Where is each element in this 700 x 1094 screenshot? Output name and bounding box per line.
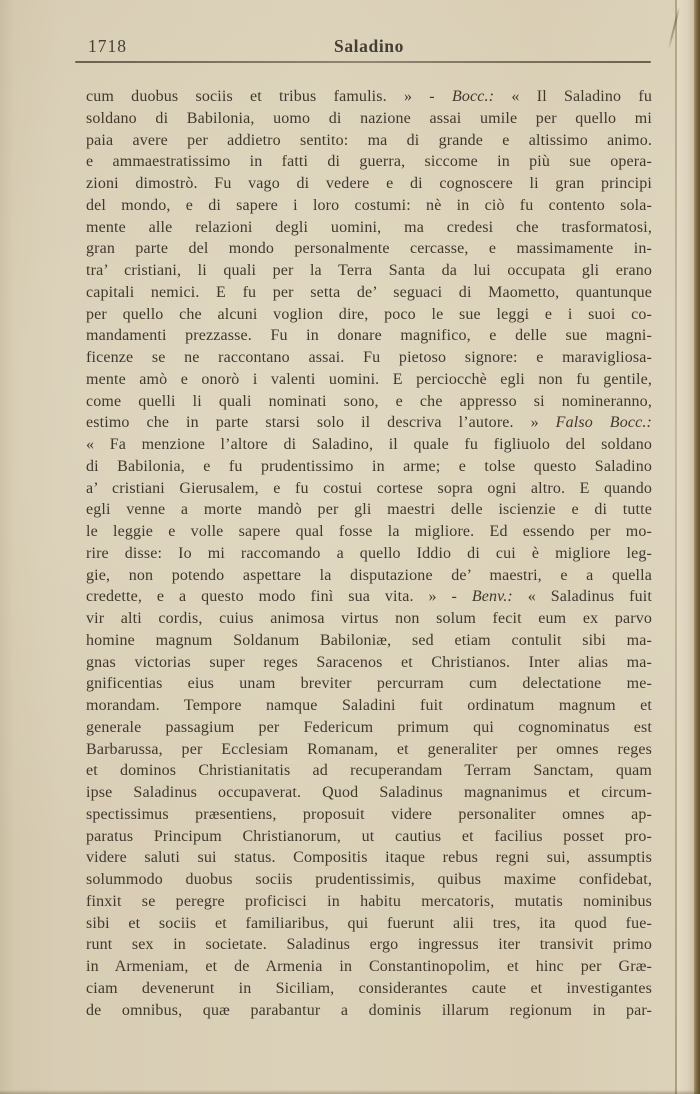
text-line: videre saluti sui status. Compositis itaque rebus regni sui, assumptis bbox=[86, 849, 652, 867]
text-line: credette, e a questo modo finì sua vita. » - Benv.: « Saladinus fuit bbox=[86, 588, 652, 606]
text-line: egli venne a morte mandò per gli maestri delle iscienzie e di tutte bbox=[86, 501, 652, 519]
running-title: Saladino bbox=[334, 36, 404, 56]
text-line: de omnibus, quæ parabantur a dominis illarum regionum in par- bbox=[86, 1001, 652, 1019]
next-page-edge bbox=[677, 0, 694, 1094]
text-line: e ammaestratissimo in fatti di guerra, siccome in più sue opera- bbox=[86, 153, 652, 171]
text-line: solummodo duobus sociis prudentissimis, quibus maxime confidebat, bbox=[86, 871, 652, 888]
text-line: capitali nemici. E fu per setta de’ seguaci di Maometto, quantunque bbox=[86, 283, 652, 301]
text-line: mente amò e onorò i valenti uomini. E perciocchè egli non fu gentile, bbox=[86, 370, 652, 388]
text-line: paia avere per addietro sentito: ma di grande e altissimo animo. bbox=[86, 131, 652, 149]
text-line: estimo che in parte starsi solo il descriva l’autore. » Falso Bocc.: bbox=[86, 414, 652, 432]
text-line: gran parte del mondo personalmente cercasse, e massimamente in- bbox=[86, 240, 652, 258]
text-line: ipse Saladinus occupaverat. Quod Saladinus magnanimus et circum- bbox=[86, 784, 652, 801]
text-line: ficenze se ne raccontano assai. Fu pietoso signore: e maravigliosa- bbox=[86, 349, 652, 366]
text-line: Barbarussa, per Ecclesiam Romanam, et generaliter per omnes reges bbox=[86, 740, 652, 758]
page-number: 1718 bbox=[88, 36, 127, 56]
text-line: mente alle relazioni degli uomini, ma credesi che trasformatosi, bbox=[86, 218, 652, 236]
text-line: mandamenti prezzasse. Fu in donare magnifico, e delle sue magni- bbox=[86, 327, 652, 345]
text-line: sibi et sociis et familiaribus, qui fuerunt alii tres, ita quod fue- bbox=[86, 914, 652, 932]
text-line: ciam devenerunt in Siciliam, considerantes caute et investigantes bbox=[86, 979, 652, 997]
page-header bbox=[86, 36, 652, 58]
header-rule bbox=[75, 61, 651, 63]
text-line: gie, non potendo aspettare la disputazione de’ maestri, e a quella bbox=[86, 566, 652, 584]
book-edge bbox=[694, 0, 700, 1094]
text-line: runt sex in societate. Saladinus ergo ingressus iter transivit primo bbox=[86, 936, 652, 954]
text-line: di Babilonia, e fu prudentissimo in arme; e tolse questo Saladino bbox=[86, 457, 652, 475]
text-line: gnas victorias super reges Saracenos et Christianos. Inter alias ma- bbox=[86, 653, 652, 671]
text-line: vir alti cordis, cuius animosa virtus non solum fecit eum ex parvo bbox=[86, 610, 652, 627]
text-line: spectissimus præsentiens, proposuit videre personaliter omnes ap- bbox=[86, 805, 652, 823]
text-line: zioni dimostrò. Fu vago di vedere e di cognoscere li gran principi bbox=[86, 175, 652, 192]
page-bottom-edge bbox=[0, 1090, 700, 1094]
text-line: « Fa menzione l’altore di Saladino, il quale fu figliuolo del soldano bbox=[86, 436, 652, 453]
text-line: gnificentias eius unam breviter percurram cum delectatione me- bbox=[86, 675, 652, 693]
text-line: finxit se peregre proficisci in habitu mercatoris, mutatis nominibus bbox=[86, 892, 652, 910]
text-line: morandam. Tempore namque Saladini fuit ordinatum magnum et bbox=[86, 697, 652, 714]
text-line: tra’ cristiani, li quali per la Terra Santa da lui occupata gli erano bbox=[86, 262, 652, 279]
text-line: rire disse: Io mi raccomando a quello Iddio di cui è migliore leg- bbox=[86, 544, 652, 562]
text-line: soldano di Babilonia, uomo di nazione assai umile per quello mi bbox=[86, 109, 652, 127]
text-line: le leggie e volle sapere qual fosse la migliore. Ed essendo per mo- bbox=[86, 523, 652, 540]
text-line: del mondo, e di sapere i loro costumi: nè in ciò fu contento sola- bbox=[86, 196, 652, 214]
text-line: come quelli li quali nominati sono, e che appresso si nomineranno, bbox=[86, 392, 652, 410]
text-line: cum duobus sociis et tribus famulis. » - Bocc.: « Il Saladino fu bbox=[86, 88, 652, 105]
text-line: generale passagium per Federicum primum qui cognominatus est bbox=[86, 718, 652, 736]
text-line: paratus Principum Christianorum, ut cautius et facilius posset pro- bbox=[86, 827, 652, 845]
page-body bbox=[86, 86, 652, 1021]
text-line: in Armeniam, et de Armenia in Constantinopolim, et hinc per Græ- bbox=[86, 958, 652, 975]
text-line: et dominos Christianitatis ad recuperandam Terram Sanctam, quam bbox=[86, 762, 652, 780]
text-line: a’ cristiani Gierusalem, e fu costui cortese sopra ogni altro. E quando bbox=[86, 479, 652, 497]
text-line: homine magnum Soldanum Babiloniæ, sed etiam contulit sibi ma- bbox=[86, 631, 652, 649]
text-line: per quello che alcuni voglion dire, poco le sue leggi e i suoi co- bbox=[86, 305, 652, 323]
